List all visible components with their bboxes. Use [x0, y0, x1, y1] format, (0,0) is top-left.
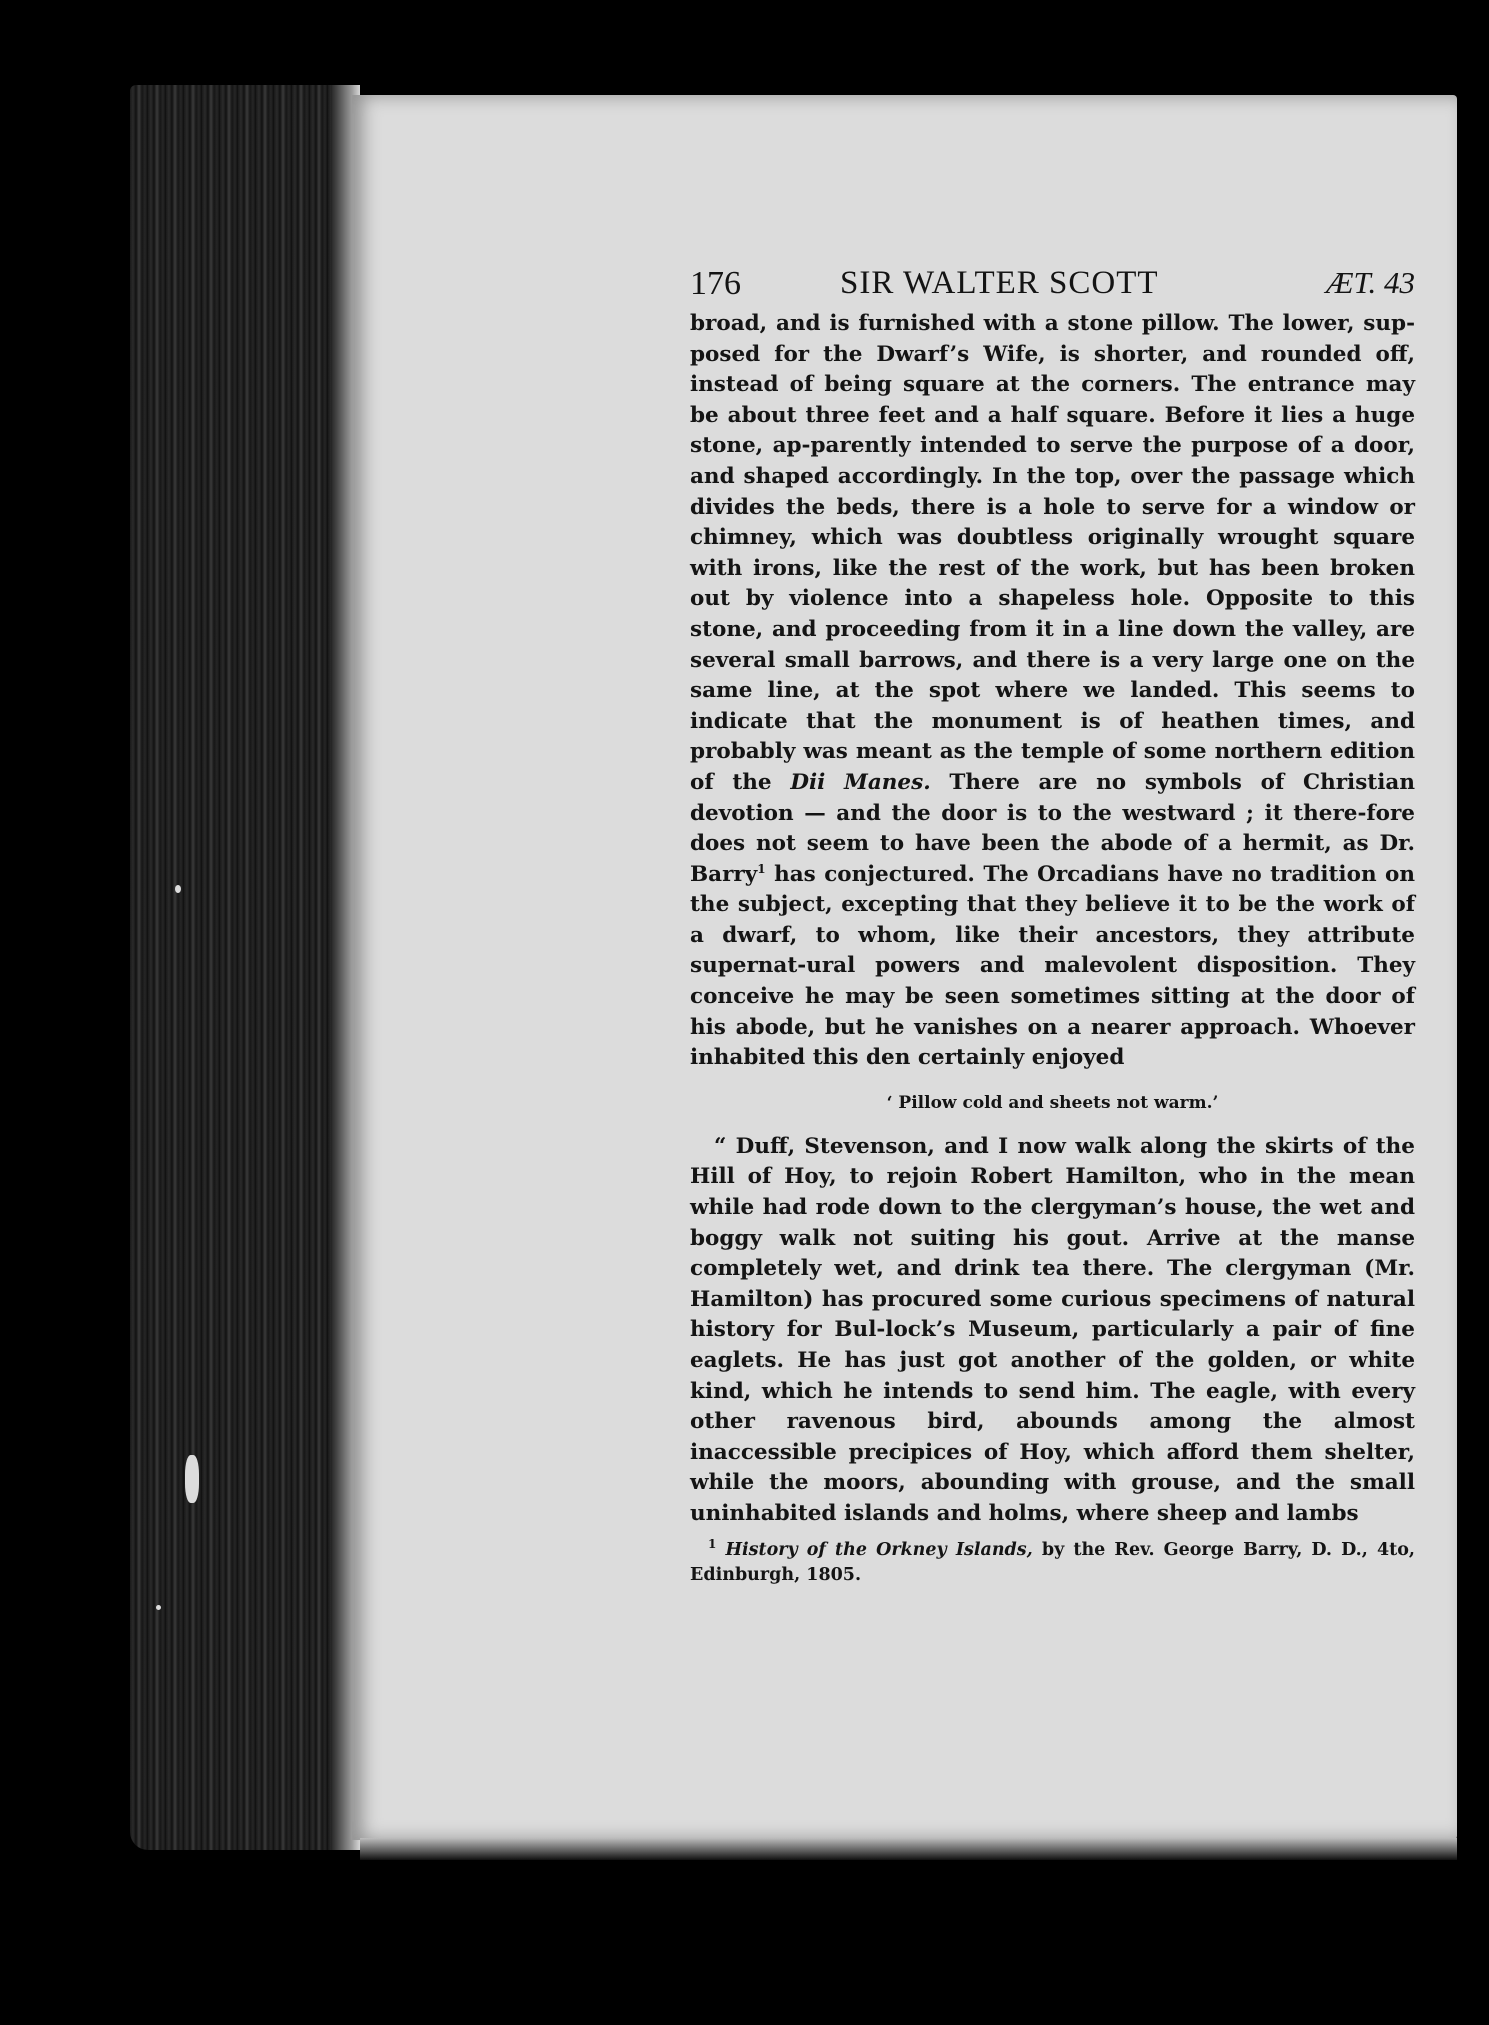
paragraph-1-text-b: There are no symbols of Christian devotion — and the door is to the westward ; it there-fore does not seem to have been the abode of a hermit, as Dr. Barry: [690, 769, 1415, 887]
page-text-block: [690, 265, 1415, 1605]
paragraph-2: “ Duff, Stevenson, and I now walk along the skirts of the Hill of Hoy, to rejoin Robert Hamilton, who in the mean while had rode down to the clergyman’s house, the wet and boggy walk not suiting his gout. Arrive at the manse completely wet, and drink tea there. The clergyman (Mr. Hamilton) has procured some curious specimens of natural history for Bul-lock’s Museum, particularly a pair of fine eaglets. He has just got another of the golden, or white kind, which he intends to send him. The eagle, with every other ravenous bird, abounds among the almost inaccessible precipices of Hoy, which afford them shelter, while the moors, abounding with grouse, and the small uninhabited islands and holms, where sheep and lambs: [690, 1133, 1415, 1526]
verse-quote: ‘ Pillow cold and sheets not warm.’: [886, 1092, 1219, 1113]
running-title: SIR WALTER SCOTT: [840, 265, 1159, 301]
paragraph-1-italic: Dii Manes.: [790, 769, 931, 795]
scan-speck: [175, 885, 181, 893]
footnote-text: by the Rev. George Barry, D. D., 4to, Edinburgh, 1805.: [690, 1539, 1415, 1585]
footnote-reference: 1: [757, 861, 766, 876]
running-head: [690, 265, 1415, 309]
paragraph-1-text-c: has conjectured. The Orcadians have no tradition on the subject, excepting that they believe it to be the work of a dwarf, to whom, like their ancestors, they attribute supernat-ural powers and malevolent disposition. They conceive he may be seen sometimes sitting at the door of his abode, but he vanishes on a nearer approach. Whoever inhabited this den certainly enjoyed: [690, 861, 1415, 1071]
page-number: 176: [690, 265, 741, 302]
book-page-edges: [130, 85, 360, 1850]
scan-speck: [156, 1605, 161, 1610]
paragraph-1-text-a: broad, and is furnished with a stone pillow. The lower, sup-posed for the Dwarf’s Wife, is shorter, and rounded off, instead of being square at the corners. The entrance may be about three feet and a half square. Before it lies a huge stone, ap-parently intended to serve the purpose of a door, and shaped accordingly. In the top, over the passage which divides the beds, there is a hole to serve for a window or chimney, which was doubtless originally wrought square with irons, like the rest of the work, but has been broken out by violence into a shapeless hole. Opposite to this stone, and proceeding from it in a line down the valley, are several small barrows, and there is a very large one on the same line, at the spot where we landed. This seems to indicate that the monument is of heathen times, and probably was meant as the temple of some northern edition of the: [690, 311, 1415, 795]
page-bottom-edge: [360, 1838, 1457, 1860]
paragraph-1: [690, 309, 1415, 1074]
running-age: ÆT. 43: [1325, 265, 1415, 300]
footnote-marker: 1: [708, 1536, 717, 1551]
scan-speck: [185, 1455, 199, 1503]
footnote-title: History of the Orkney Islands,: [725, 1539, 1033, 1560]
footnote: [690, 1538, 1415, 1588]
